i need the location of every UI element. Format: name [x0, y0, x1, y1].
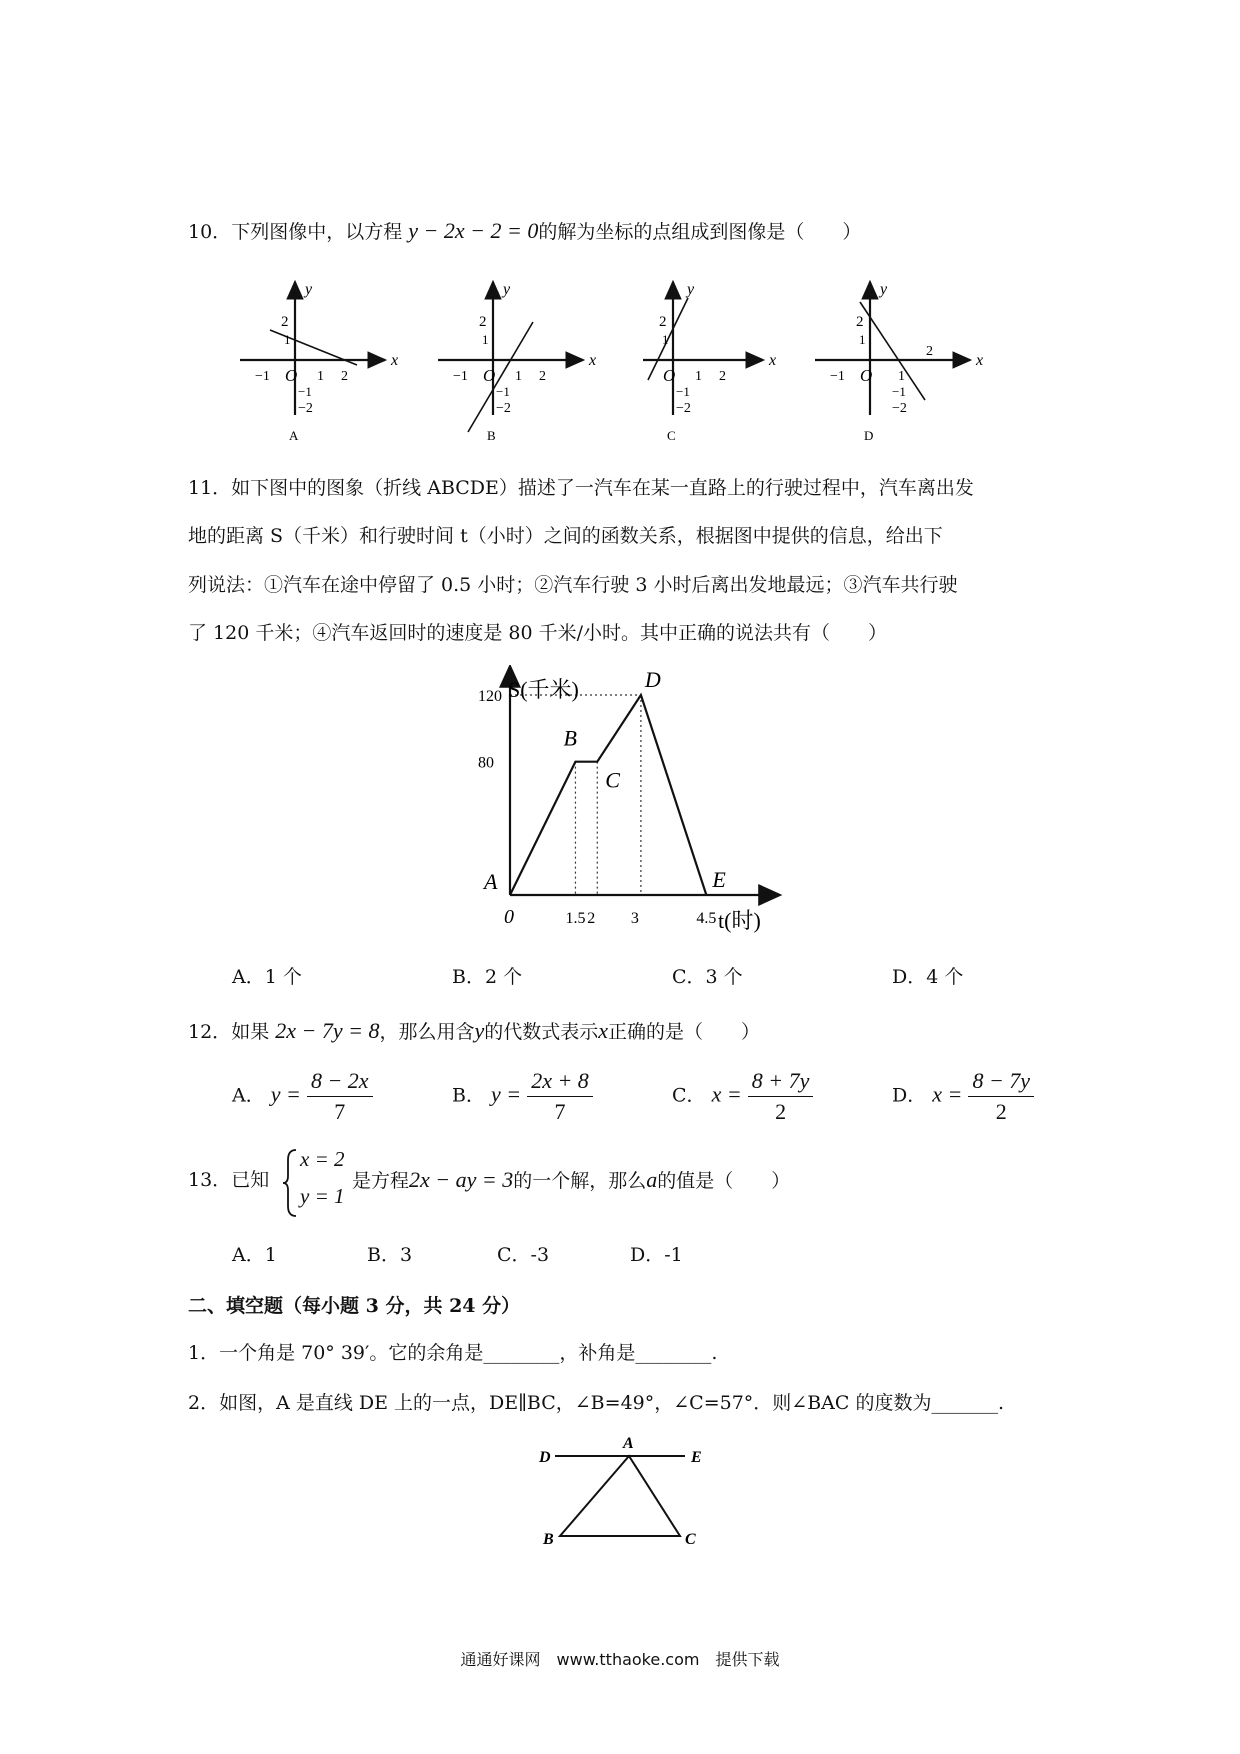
svg-text:2: 2 [341, 369, 348, 384]
q13-brace [282, 1148, 298, 1218]
graph-b-y-label: y [503, 281, 511, 298]
q13-option-c: C．-3 [497, 1244, 550, 1266]
graph-a [240, 281, 398, 443]
svg-text:2: 2 [856, 314, 864, 330]
label-a: A [623, 1435, 634, 1452]
label-e: E [691, 1449, 702, 1466]
graph-c [643, 281, 776, 443]
chart-x-tick-3: 3 [630, 910, 639, 927]
svg-text:−2: −2 [496, 401, 511, 416]
graph-d-letter: D [864, 428, 874, 443]
svg-text:O: O [663, 366, 676, 385]
q11-distance-time-chart [470, 665, 790, 940]
graph-a-x-label: x [391, 352, 399, 369]
q11-line2: 地的距离 S（千米）和行驶时间 t（小时）之间的函数关系，根据图中提供的信息，给出下 [188, 525, 943, 547]
svg-text:−1: −1 [676, 384, 690, 399]
graph-c-letter: C [667, 428, 676, 443]
svg-text:1: 1 [695, 369, 702, 384]
svg-text:−2: −2 [676, 401, 691, 416]
fill-q1: 1．一个角是 70° 39′。它的余角是________，补角是________. [188, 1342, 718, 1364]
graph-b-letter: B [487, 428, 496, 443]
chart-x-tick-4: 4.5 [696, 910, 717, 927]
svg-text:2: 2 [719, 369, 726, 384]
svg-text:1: 1 [317, 369, 324, 384]
svg-text:−2: −2 [892, 401, 907, 416]
chart-x-tick-0: 0 [504, 906, 514, 928]
chart-point-label-c: C [605, 767, 620, 793]
chart-series-line [510, 695, 706, 895]
label-b: B [543, 1531, 554, 1548]
q12-option-c: C． x = $\frac{8 + 7y}{2}$ [672, 1068, 813, 1125]
svg-text:2: 2 [659, 314, 667, 330]
q12-option-b: B． y = $\frac{2x + 8}{7}$ [452, 1068, 593, 1125]
chart-x-tick-1: 1.5 [565, 910, 586, 927]
svg-text:O: O [483, 366, 496, 385]
q11-option-c: C．3 个 [672, 966, 743, 988]
q13-stem-start: 13．已知 [188, 1169, 270, 1191]
svg-text:2: 2 [926, 344, 933, 359]
graph-b [438, 281, 596, 443]
svg-text:−1: −1 [892, 384, 906, 399]
q13-option-b: B．3 [367, 1244, 413, 1266]
q12-option-d: D． x = $\frac{8 - 7y}{2}$ [892, 1068, 1034, 1125]
svg-text:−1: −1 [830, 369, 845, 384]
svg-text:−1: −1 [453, 369, 468, 384]
graph-d-x-label: x [976, 352, 984, 369]
chart-point-label-a: A [484, 869, 498, 894]
svg-text:1: 1 [898, 369, 905, 384]
q13-stem-end: 是方程2x − ay = 3的一个解，那么a的值是（ ） [352, 1167, 791, 1192]
chart-y-tick-0: 80 [478, 754, 494, 772]
chart-y-tick-1: 120 [478, 688, 502, 705]
chart-x-label: t(时) [718, 908, 761, 933]
svg-text:−1: −1 [298, 384, 312, 399]
svg-text:1: 1 [515, 369, 522, 384]
triangle-figure [535, 1428, 715, 1548]
svg-text:2: 2 [281, 314, 289, 330]
svg-text:−1: −1 [255, 369, 270, 384]
q11-line3: 列说法：①汽车在途中停留了 0.5 小时；②汽车行驶 3 小时后离出发地最远；③汽车共行驶 [188, 574, 958, 596]
chart-point-label-d: D [644, 667, 661, 692]
q13-system-bottom: y = 1 [300, 1184, 345, 1208]
svg-text:1: 1 [284, 332, 291, 347]
q11-option-b: B．2 个 [452, 966, 523, 988]
label-c: C [685, 1531, 696, 1548]
q11-line1: 11．如下图中的图象（折线 ABCDE）描述了一汽车在某一直路上的行驶过程中，汽车离出发 [188, 477, 974, 499]
q12-stem: 12．如果 2x − 7y = 8，那么用含y的代数式表示x正确的是（ ） [188, 1018, 761, 1043]
graph-c-x-label: x [769, 352, 777, 369]
section2-title: 二、填空题（每小题 3 分，共 24 分） [188, 1295, 521, 1317]
svg-text:−2: −2 [298, 401, 313, 416]
chart-y-label: S(千米) [508, 677, 579, 702]
q10-graphs [225, 275, 1015, 445]
graph-c-y-label: y [687, 281, 695, 298]
q10-stem: 10．下列图像中，以方程 y − 2x − 2 = 0的解为坐标的点组成到图像是（ ） [188, 218, 862, 243]
q12-option-a: A． y = $\frac{8 - 2x}{7}$ [232, 1068, 373, 1125]
fill-q2: 2．如图，A 是直线 DE 上的一点，DE∥BC，∠B=49°，∠C=57°．则∠BAC 的度数为_______. [188, 1392, 1005, 1414]
svg-text:O: O [285, 366, 298, 385]
graph-a-y-label: y [305, 281, 313, 298]
q11-option-a: A．1 个 [232, 966, 302, 988]
chart-x-tick-2: 2 [587, 910, 596, 927]
svg-text:1: 1 [482, 332, 489, 347]
q13-system-top: x = 2 [300, 1147, 345, 1171]
svg-text:2: 2 [479, 314, 487, 330]
page-footer: 通通好课网 www.tthaoke.com 提供下载 [460, 1650, 780, 1669]
chart-point-label-b: B [563, 725, 577, 751]
svg-text:1: 1 [859, 332, 866, 347]
graph-d-y-label: y [880, 281, 888, 298]
q11-option-d: D．4 个 [892, 966, 964, 988]
label-d: D [539, 1449, 551, 1466]
graph-a-letter: A [289, 428, 299, 443]
q11-line4: 了 120 千米；④汽车返回时的速度是 80 千米/小时。其中正确的说法共有（ ） [188, 622, 888, 644]
svg-text:1: 1 [662, 332, 669, 347]
svg-text:2: 2 [539, 369, 546, 384]
q13-option-d: D．-1 [630, 1244, 683, 1266]
graph-d [815, 281, 983, 443]
graph-b-x-label: x [589, 352, 597, 369]
svg-text:−1: −1 [496, 384, 510, 399]
chart-point-label-e: E [712, 867, 726, 892]
q13-option-a: A．1 [232, 1244, 277, 1266]
svg-text:O: O [860, 366, 873, 385]
